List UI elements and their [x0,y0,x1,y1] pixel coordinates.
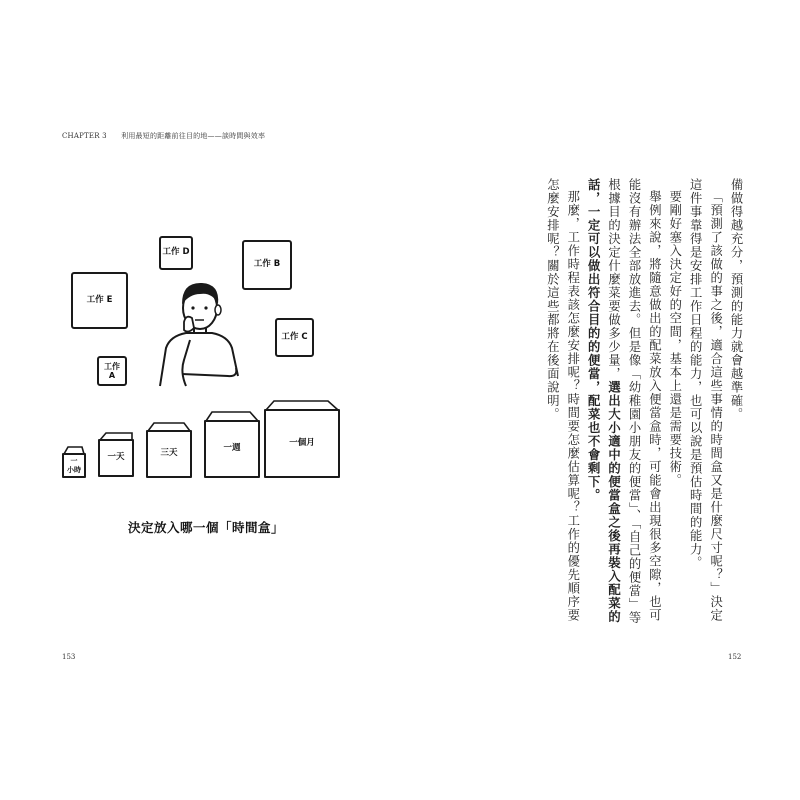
paragraph-2: 「預測了該做的事之後，適合這些事情的時間盒又是什麼尺寸呢？」決定這件事靠得是安排工作日程的能力，也可以說是預估時間的能力。 [688,178,723,623]
paragraph-4-text: 舉例來說，將隨意做出的配菜放入便當盒時，可能會出現很多空隙，也可能沒有辦法全部放進去。但是像「幼稚園小朋友的便當」、「自己的便當」等根據目的決定什麼菜要做多少量， [606,178,662,625]
body-text [496,178,746,628]
task-box-d-label: 工作 D [162,247,190,258]
running-head: CHAPTER 3 利用最短的距離前往目的地——談時間與效率 [62,132,266,140]
page-number-left: 153 [62,653,76,661]
task-box-a-label-line2: A [108,371,116,380]
paragraph-5: 那麼，工作時程表該怎麼安排呢？時間要怎麼估算呢？工作的優先順序要怎麼安排呢？關於這些都將在後面說明。 [545,178,580,623]
task-box-a-label-line1: 工作 [104,361,120,371]
task-box-c-label: 工作 C [281,331,308,342]
time-box-one-hour-line2: 小時 [67,465,81,474]
time-box-three-days-label: 三天 [160,448,178,459]
page-number-right: 152 [728,653,742,661]
box-lids-drawing [52,230,352,490]
time-box-illustration [52,230,352,490]
time-box-one-day-label: 一天 [107,452,125,463]
paragraph-1: 備做得越充分，預測的能力就會越準確。 [729,178,743,421]
time-box-one-month-label: 一個月 [289,437,315,448]
task-box-b-label: 工作 B [253,259,281,270]
task-box-e-label: 工作 E [86,294,113,305]
paragraph-3: 要剛好塞入決定好的空間，基本上還是需要技術。 [667,190,682,488]
paragraph-4-bold: 選出大小適中的便當盒之後再裝入配菜的話，一定可以做出符合目的的便當，配菜也不會剩下。 [586,178,621,624]
time-box-one-week-label: 一週 [223,443,241,454]
illustration-caption: 決定放入哪一個「時間盒」 [128,520,285,535]
paragraph-4 [583,178,665,628]
time-box-one-hour-line1: 一 [70,457,78,466]
